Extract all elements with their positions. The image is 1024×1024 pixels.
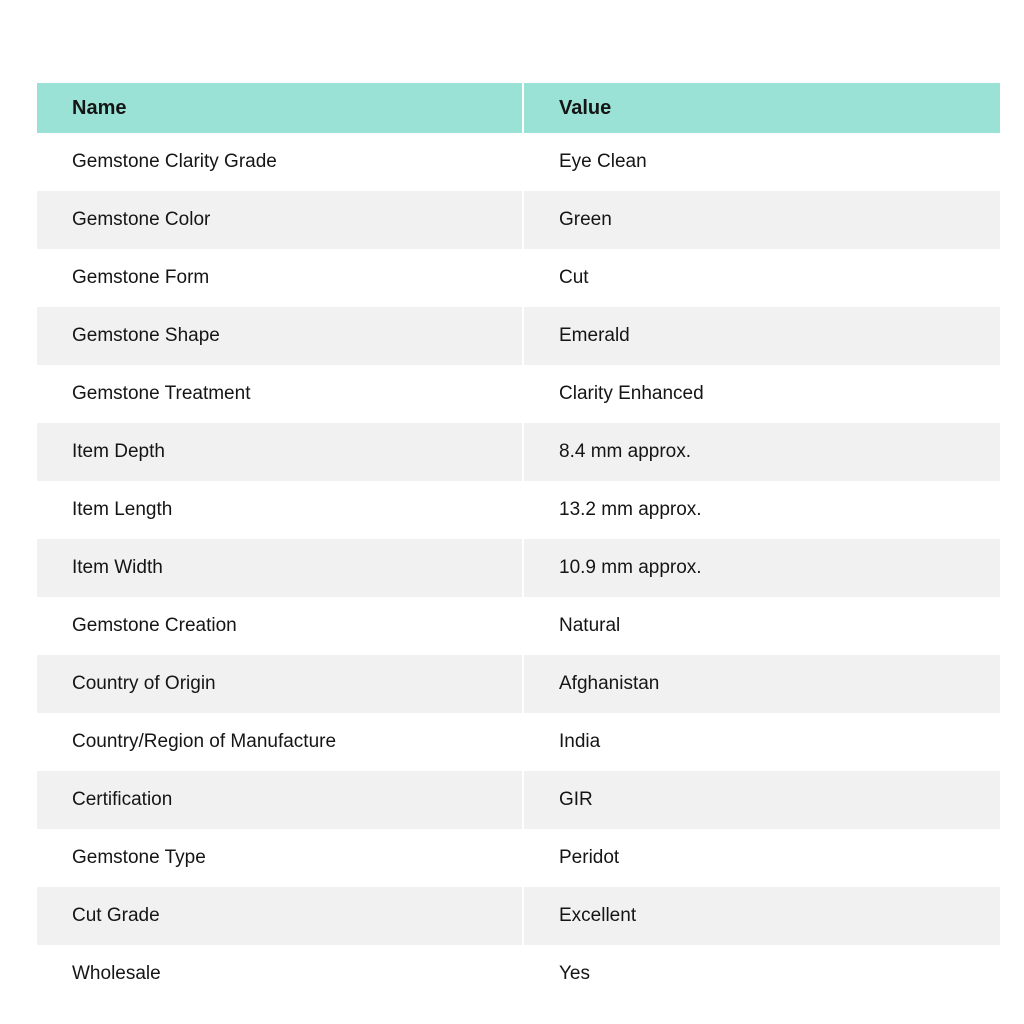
table-row <box>37 829 1000 887</box>
spec-value-cell: Clarity Enhanced <box>524 365 1000 423</box>
spec-name-cell: Cut Grade <box>37 887 522 945</box>
table-row <box>37 249 1000 307</box>
spec-name-cell: Gemstone Type <box>37 829 522 887</box>
spec-name-cell: Gemstone Treatment <box>37 365 522 423</box>
spec-value-cell: Eye Clean <box>524 133 1000 191</box>
spec-name-cell: Item Length <box>37 481 522 539</box>
spec-name-cell: Gemstone Shape <box>37 307 522 365</box>
spec-name-cell: Certification <box>37 771 522 829</box>
column-header-name: Name <box>37 83 522 133</box>
spec-value-cell: Peridot <box>524 829 1000 887</box>
item-specifics-table <box>37 83 1000 1003</box>
table-row <box>37 945 1000 1003</box>
table-row <box>37 655 1000 713</box>
spec-value-cell: GIR <box>524 771 1000 829</box>
table-row <box>37 771 1000 829</box>
spec-value-cell: Yes <box>524 945 1000 1003</box>
table-header-row <box>37 83 1000 133</box>
spec-value-cell: Afghanistan <box>524 655 1000 713</box>
spec-value-cell: Green <box>524 191 1000 249</box>
spec-name-cell: Item Width <box>37 539 522 597</box>
spec-name-cell: Gemstone Creation <box>37 597 522 655</box>
spec-name-cell: Item Depth <box>37 423 522 481</box>
spec-name-cell: Gemstone Color <box>37 191 522 249</box>
spec-value-cell: Natural <box>524 597 1000 655</box>
spec-value-cell: Emerald <box>524 307 1000 365</box>
column-header-value: Value <box>524 83 1000 133</box>
spec-name-cell: Country/Region of Manufacture <box>37 713 522 771</box>
table-row <box>37 597 1000 655</box>
table-row <box>37 133 1000 191</box>
table-body <box>37 133 1000 1003</box>
spec-name-cell: Gemstone Form <box>37 249 522 307</box>
spec-name-cell: Wholesale <box>37 945 522 1003</box>
spec-name-cell: Gemstone Clarity Grade <box>37 133 522 191</box>
spec-value-cell: India <box>524 713 1000 771</box>
spec-value-cell: Excellent <box>524 887 1000 945</box>
spec-value-cell: 8.4 mm approx. <box>524 423 1000 481</box>
spec-name-cell: Country of Origin <box>37 655 522 713</box>
table-row <box>37 887 1000 945</box>
table-row <box>37 365 1000 423</box>
table-row <box>37 423 1000 481</box>
table-row <box>37 307 1000 365</box>
spec-value-cell: 10.9 mm approx. <box>524 539 1000 597</box>
table-row <box>37 191 1000 249</box>
spec-value-cell: Cut <box>524 249 1000 307</box>
spec-value-cell: 13.2 mm approx. <box>524 481 1000 539</box>
table-row <box>37 539 1000 597</box>
table-row <box>37 713 1000 771</box>
table-row <box>37 481 1000 539</box>
